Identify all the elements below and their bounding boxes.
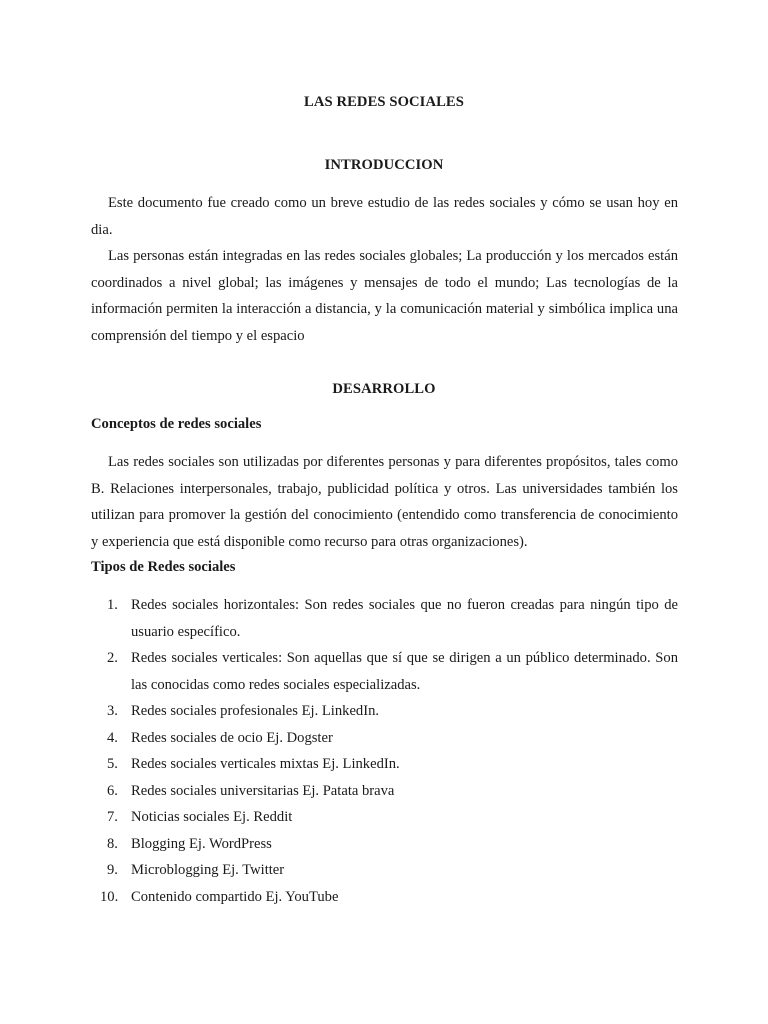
list-item — [91, 751, 678, 778]
list-item-number: 8. — [107, 835, 118, 852]
list-item-text: Noticias sociales Ej. Reddit — [131, 809, 293, 825]
list-item-number: 4. — [107, 729, 118, 746]
list-item — [91, 884, 678, 911]
document-title: LAS REDES SOCIALES — [304, 94, 464, 110]
types-heading: Tipos de Redes sociales — [91, 559, 236, 575]
intro-paragraph-2: Las personas están integradas en las redes sociales globales; La producción y los mercados están coordinados a nivel global; las imágenes y mensajes de todo el mundo; Las tecnologías de la información permiten la interacción a distancia, y la comunicación material y simbólica implica una comprensión del tiempo y el espacio — [91, 248, 678, 344]
list-item-number: 5. — [107, 756, 118, 772]
list-item-number: 7. — [107, 809, 118, 825]
list-item — [91, 804, 678, 831]
list-item — [91, 857, 678, 884]
list-item-number: 1. — [107, 597, 118, 613]
list-item — [91, 778, 678, 805]
concepts-paragraph: Las redes sociales son utilizadas por diferentes personas y para diferentes propósitos, tales como B. Relaciones interpersonales, trabajo, publicidad política y otros. Las universidades también los utilizan para promover la gestión del conocimiento (entendido como transferencia de conocimiento y experiencia que está disponible como recurso para otras organizaciones). — [91, 454, 678, 550]
list-item-text: Redes sociales profesionales Ej. LinkedIn. — [131, 703, 380, 719]
list-item — [91, 698, 678, 725]
concepts-heading: Conceptos de redes sociales — [91, 416, 262, 432]
list-item-text: Redes sociales verticales: Son aquellas que sí que se dirigen a un público determinado. Son las conocidas como redes sociales especializadas. — [131, 650, 678, 693]
list-item-number: 3. — [107, 703, 118, 719]
list-item-text: Microblogging Ej. Twitter — [131, 862, 285, 878]
list-item — [91, 592, 678, 645]
list-item — [91, 831, 678, 858]
intro-heading: INTRODUCCION — [324, 157, 444, 173]
list-item-text: Contenido compartido Ej. YouTube — [131, 888, 339, 905]
list-item-number: 6. — [107, 782, 118, 799]
list-item-number: 9. — [107, 862, 118, 878]
list-item-text: Redes sociales verticales mixtas Ej. LinkedIn. — [131, 756, 400, 772]
intro-paragraph-1: Este documento fue creado como un breve estudio de las redes sociales y cómo se usan hoy en dia. — [91, 195, 678, 238]
list-item-number: 10. — [100, 888, 119, 905]
list-item-text: Redes sociales horizontales: Son redes sociales que no fueron creadas para ningún tipo de usuario específico. — [131, 597, 678, 640]
list-item-number: 2. — [107, 650, 118, 666]
development-heading: DESARROLLO — [332, 381, 436, 397]
list-item-text: Redes sociales de ocio Ej. Dogster — [131, 729, 333, 746]
list-item — [91, 645, 678, 698]
list-item-text: Redes sociales universitarias Ej. Patata brava — [131, 782, 395, 799]
types-list — [91, 592, 678, 910]
list-item — [91, 725, 678, 752]
list-item-text: Blogging Ej. WordPress — [131, 835, 272, 852]
